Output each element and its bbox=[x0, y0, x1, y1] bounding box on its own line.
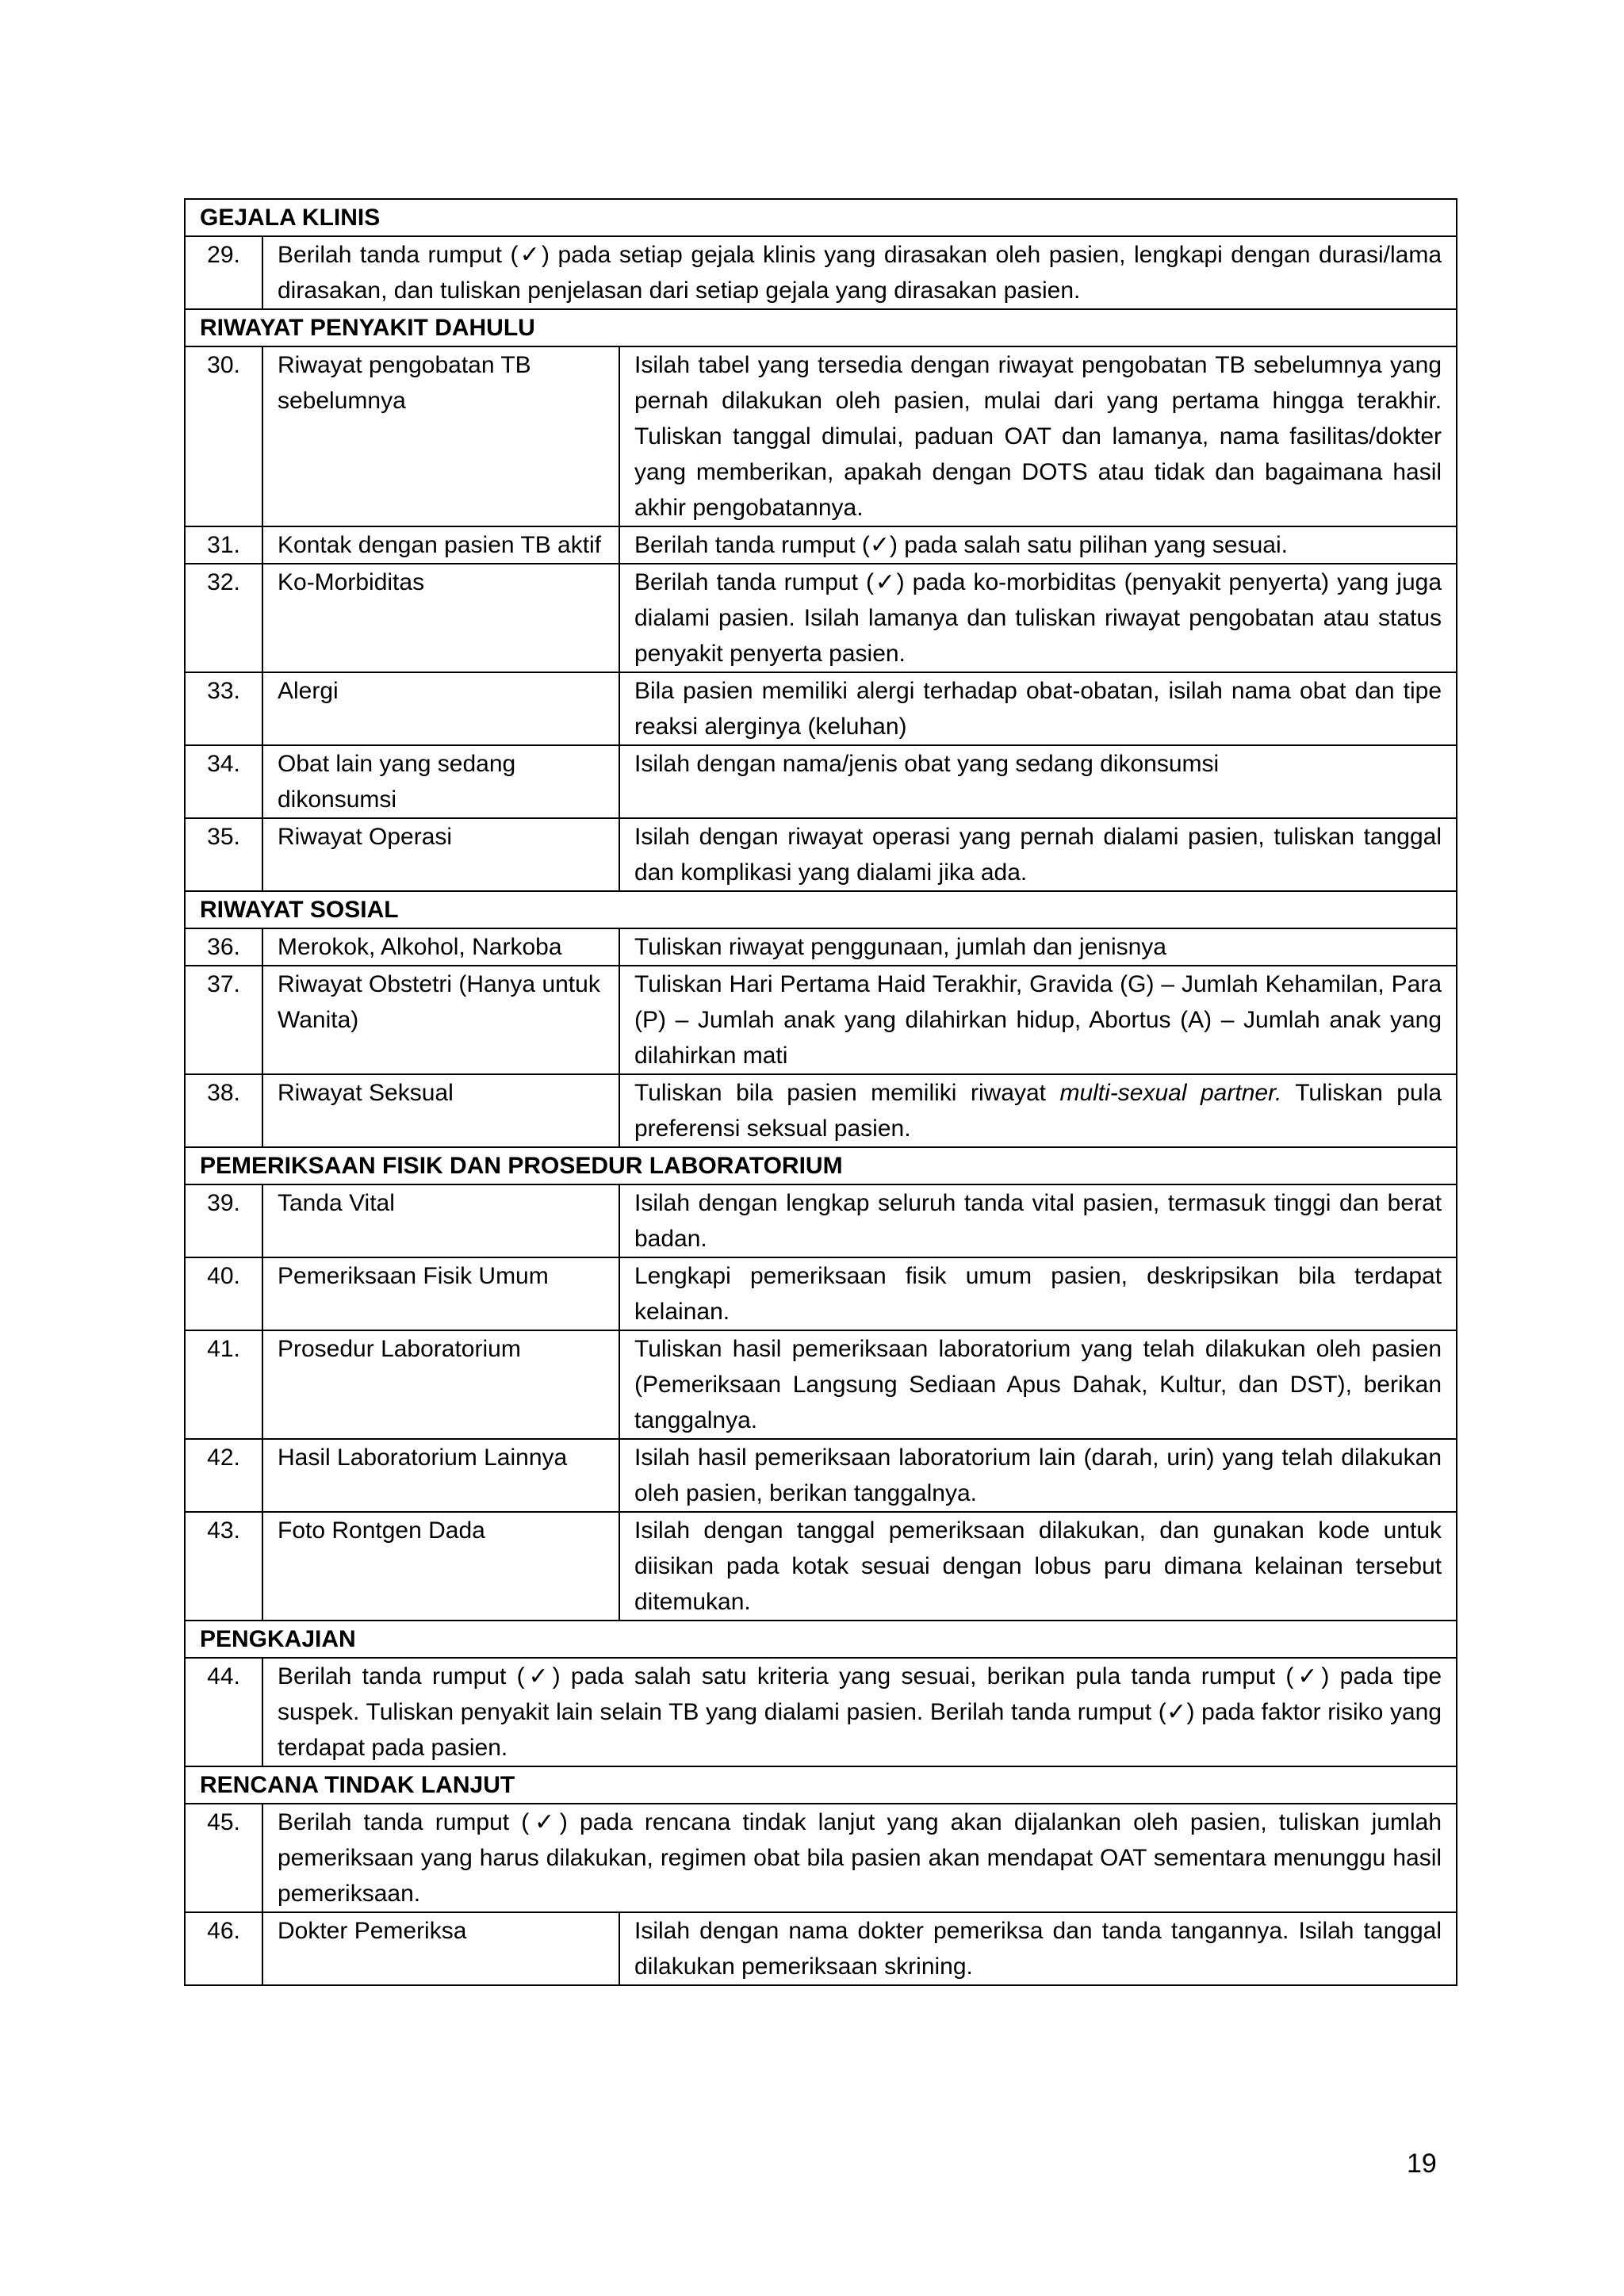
item-label: Alergi bbox=[262, 672, 619, 745]
table-row bbox=[185, 1074, 1457, 1147]
table-row bbox=[185, 818, 1457, 891]
table-row bbox=[185, 1330, 1457, 1439]
row-number: 40. bbox=[185, 1257, 262, 1330]
table-row bbox=[185, 745, 1457, 818]
item-label: Ko-Morbiditas bbox=[262, 564, 619, 672]
item-label: Riwayat Operasi bbox=[262, 818, 619, 891]
section-title: PENGKAJIAN bbox=[185, 1621, 1457, 1658]
item-description: Isilah tabel yang tersedia dengan riwayat pengobatan TB sebelumnya yang pernah dilakukan oleh pasien, mulai dari yang pertama hingga terakhir. Tuliskan tanggal dimulai, paduan OAT dan lamanya, nama fasilitas/dokter yang memberikan, apakah dengan DOTS atau tidak dan bagaimana hasil akhir pengobatannya. bbox=[619, 346, 1457, 526]
item-description: Bila pasien memiliki alergi terhadap obat-obatan, isilah nama obat dan tipe reaksi alerginya (keluhan) bbox=[619, 672, 1457, 745]
item-description: Lengkapi pemeriksaan fisik umum pasien, deskripsikan bila terdapat kelainan. bbox=[619, 1257, 1457, 1330]
table-row bbox=[185, 1439, 1457, 1512]
table-row bbox=[185, 564, 1457, 672]
table-row bbox=[185, 236, 1457, 309]
table-row bbox=[185, 346, 1457, 526]
item-description: Isilah hasil pemeriksaan laboratorium lain (darah, urin) yang telah dilakukan oleh pasien, berikan tanggalnya. bbox=[619, 1439, 1457, 1512]
item-description: Tuliskan Hari Pertama Haid Terakhir, Gravida (G) – Jumlah Kehamilan, Para (P) – Jumlah anak yang dilahirkan hidup, Abortus (A) – Jumlah anak yang dilahirkan mati bbox=[619, 966, 1457, 1074]
row-number: 39. bbox=[185, 1184, 262, 1257]
section-header-row bbox=[185, 1621, 1457, 1658]
table-row bbox=[185, 928, 1457, 966]
section-title: RIWAYAT SOSIAL bbox=[185, 891, 1457, 928]
section-header-row bbox=[185, 199, 1457, 236]
item-description: Tuliskan riwayat penggunaan, jumlah dan jenisnya bbox=[619, 928, 1457, 966]
table-row bbox=[185, 1658, 1457, 1766]
section-header-row bbox=[185, 891, 1457, 928]
item-description: Isilah dengan lengkap seluruh tanda vital pasien, termasuk tinggi dan berat badan. bbox=[619, 1184, 1457, 1257]
section-header-row bbox=[185, 1147, 1457, 1184]
item-label: Tanda Vital bbox=[262, 1184, 619, 1257]
instruction-text: Berilah tanda rumput (✓) pada salah satu kriteria yang sesuai, berikan pula tanda rumput (✓) pada tipe suspek. Tuliskan penyakit lain selain TB yang dialami pasien. Berilah tanda rumput (✓) pada faktor risiko yang terdapat pada pasien. bbox=[262, 1658, 1457, 1766]
row-number: 41. bbox=[185, 1330, 262, 1439]
item-label: Pemeriksaan Fisik Umum bbox=[262, 1257, 619, 1330]
row-number: 45. bbox=[185, 1804, 262, 1912]
item-description: Berilah tanda rumput (✓) pada ko-morbiditas (penyakit penyerta) yang juga dialami pasien. Isilah lamanya dan tuliskan riwayat pengobatan atau status penyakit penyerta pasien. bbox=[619, 564, 1457, 672]
page-number: 19 bbox=[1407, 2149, 1437, 2179]
table-row bbox=[185, 1257, 1457, 1330]
item-description bbox=[619, 1074, 1457, 1147]
table-row bbox=[185, 1804, 1457, 1912]
row-number: 46. bbox=[185, 1912, 262, 1985]
item-label: Foto Rontgen Dada bbox=[262, 1512, 619, 1621]
section-title: PEMERIKSAAN FISIK DAN PROSEDUR LABORATORIUM bbox=[185, 1147, 1457, 1184]
item-description: Isilah dengan nama dokter pemeriksa dan tanda tangannya. Isilah tanggal dilakukan pemeriksaan skrining. bbox=[619, 1912, 1457, 1985]
row-number: 34. bbox=[185, 745, 262, 818]
row-number: 43. bbox=[185, 1512, 262, 1621]
item-label: Riwayat Obstetri (Hanya untuk Wanita) bbox=[262, 966, 619, 1074]
row-number: 38. bbox=[185, 1074, 262, 1147]
table-row bbox=[185, 1512, 1457, 1621]
item-description: Isilah dengan riwayat operasi yang pernah dialami pasien, tuliskan tanggal dan komplikasi yang dialami jika ada. bbox=[619, 818, 1457, 891]
section-header-row bbox=[185, 309, 1457, 346]
item-label: Kontak dengan pasien TB aktif bbox=[262, 526, 619, 564]
table-row bbox=[185, 1912, 1457, 1985]
row-number: 42. bbox=[185, 1439, 262, 1512]
item-description: Berilah tanda rumput (✓) pada salah satu pilihan yang sesuai. bbox=[619, 526, 1457, 564]
row-number: 31. bbox=[185, 526, 262, 564]
row-number: 30. bbox=[185, 346, 262, 526]
item-description: Tuliskan hasil pemeriksaan laboratorium yang telah dilakukan oleh pasien (Pemeriksaan Langsung Sediaan Apus Dahak, Kultur, dan DST), berikan tanggalnya. bbox=[619, 1330, 1457, 1439]
description-text: Tuliskan pula preferensi seksual pasien. bbox=[634, 1080, 1442, 1142]
row-number: 35. bbox=[185, 818, 262, 891]
item-label: Riwayat pengobatan TB sebelumnya bbox=[262, 346, 619, 526]
section-title: RENCANA TINDAK LANJUT bbox=[185, 1766, 1457, 1804]
row-number: 44. bbox=[185, 1658, 262, 1766]
section-title: RIWAYAT PENYAKIT DAHULU bbox=[185, 309, 1457, 346]
section-title: GEJALA KLINIS bbox=[185, 199, 1457, 236]
item-label: Dokter Pemeriksa bbox=[262, 1912, 619, 1985]
item-label: Hasil Laboratorium Lainnya bbox=[262, 1439, 619, 1512]
instruction-text: Berilah tanda rumput (✓) pada setiap gejala klinis yang dirasakan oleh pasien, lengkapi dengan durasi/lama dirasakan, dan tuliskan penjelasan dari setiap gejala yang dirasakan pasien. bbox=[262, 236, 1457, 309]
item-description: Isilah dengan nama/jenis obat yang sedang dikonsumsi bbox=[619, 745, 1457, 818]
instruction-table bbox=[184, 198, 1457, 1986]
row-number: 37. bbox=[185, 966, 262, 1074]
item-description: Isilah dengan tanggal pemeriksaan dilakukan, dan gunakan kode untuk diisikan pada kotak sesuai dengan lobus paru dimana kelainan tersebut ditemukan. bbox=[619, 1512, 1457, 1621]
row-number: 36. bbox=[185, 928, 262, 966]
section-header-row bbox=[185, 1766, 1457, 1804]
item-label: Merokok, Alkohol, Narkoba bbox=[262, 928, 619, 966]
table-row bbox=[185, 1184, 1457, 1257]
row-number: 29. bbox=[185, 236, 262, 309]
item-label: Prosedur Laboratorium bbox=[262, 1330, 619, 1439]
row-number: 33. bbox=[185, 672, 262, 745]
emphasis-text: multi-sexual partner. bbox=[1059, 1080, 1282, 1106]
table-row bbox=[185, 526, 1457, 564]
item-label: Obat lain yang sedang dikonsumsi bbox=[262, 745, 619, 818]
instruction-text: Berilah tanda rumput (✓) pada rencana tindak lanjut yang akan dijalankan oleh pasien, tuliskan jumlah pemeriksaan yang harus dilakukan, regimen obat bila pasien akan mendapat OAT sementara menunggu hasil pemeriksaan. bbox=[262, 1804, 1457, 1912]
item-label: Riwayat Seksual bbox=[262, 1074, 619, 1147]
table-row bbox=[185, 672, 1457, 745]
description-text: Tuliskan bila pasien memiliki riwayat bbox=[634, 1080, 1060, 1106]
table-row bbox=[185, 966, 1457, 1074]
row-number: 32. bbox=[185, 564, 262, 672]
